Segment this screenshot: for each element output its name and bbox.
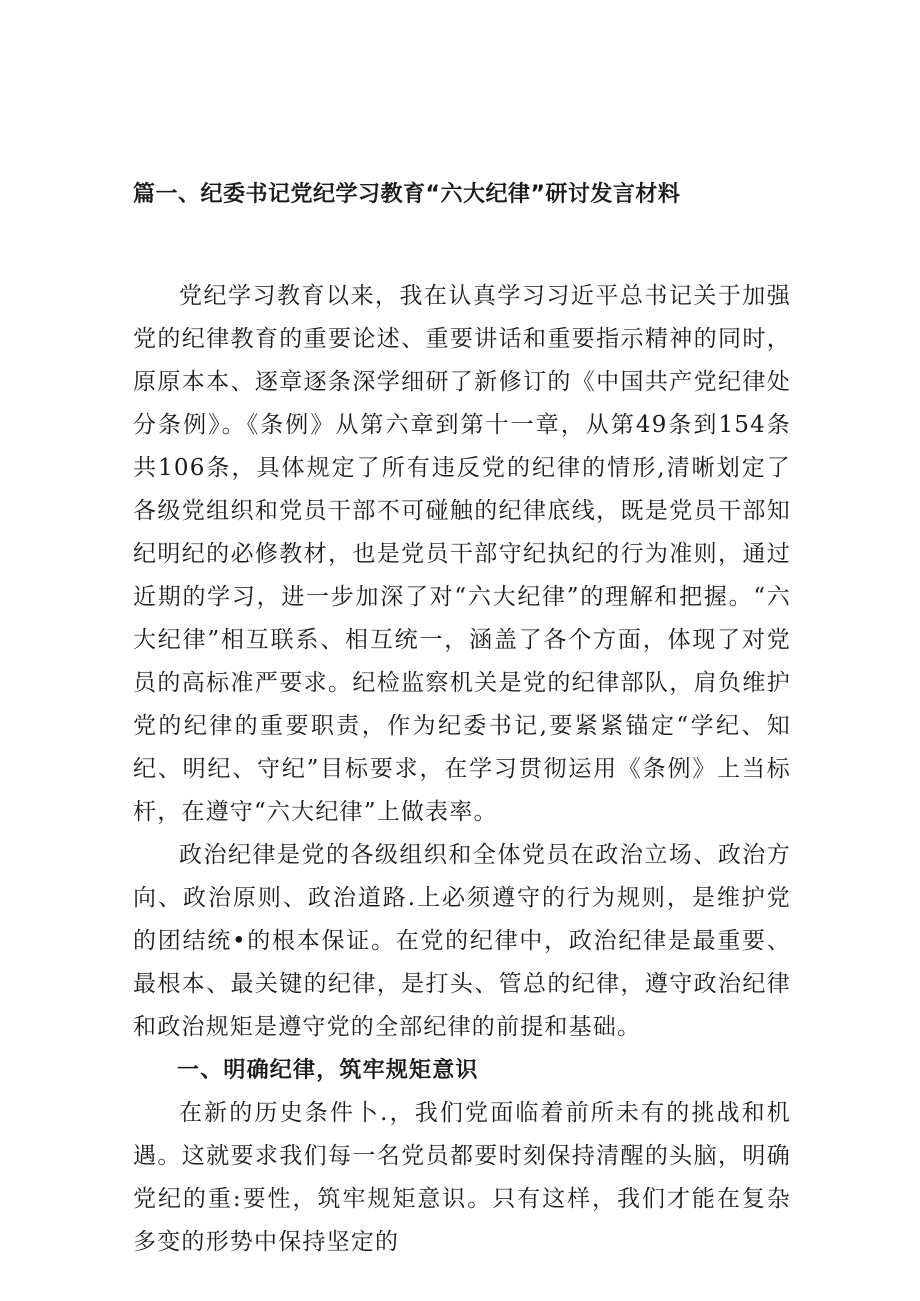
paragraph-political-discipline: 政治纪律是党的各级组织和全体党员在政治立场、政治方向、政治原则、政治道路.上必须遵守的行为规则，是维护党的团结统•的根本保证。在党的纪律中，政治纪律是最重要、最根本、最关键的纪律，是打头、管总的纪律，遵守政治纪律和政治规矩是遵守党的全部纪律的前提和基础。: [133, 842, 791, 1040]
document-title: 篇一、纪委书记党纪学习教育“六大纪律”研讨发言材料: [133, 182, 681, 207]
section-heading: 一、明确纪律，筑牢规矩意识: [177, 1058, 479, 1083]
paragraph-intro: 党纪学习教育以来，我在认真学习习近平总书记关于加强党的纪律教育的重要论述、重要讲话和重要指示精神的同时，原原本本、逐章逐条深学细研了新修订的《中国共产党纪律处分条例》。《条例》从第六章到第十一章，从第49条到154条共106条，具体规定了所有违反党的纪律的情形,清晰划定了各级党组织和党员干部不可碰触的纪律底线，既是党员干部知纪明纪的必修教材，也是党员干部守纪执纪的行为准则，通过近期的学习，进一步加深了对“六大纪律”的理解和把握。“六大纪律”相互联系、相互统一，涵盖了各个方面，体现了对党员的高标准严要求。纪检监察机关是党的纪律部队，肩负维护党的纪律的重要职责，作为纪委书记,要紧紧锚定“学纪、知纪、明纪、守纪”目标要求，在学习贯彻运用《条例》上当标杆，在遵守“六大纪律”上做表率。: [133, 283, 791, 825]
paragraph-section-one: 在新的历史条件卜.，我们党面临着前所未有的挑战和机遇。这就要求我们每一名党员都要时刻保持清醒的头脑，明确党纪的重:要性，筑牢规矩意识。只有这样，我们才能在复杂多变的形势中保持坚定的: [133, 1100, 791, 1255]
document-body: [133, 275, 791, 1264]
